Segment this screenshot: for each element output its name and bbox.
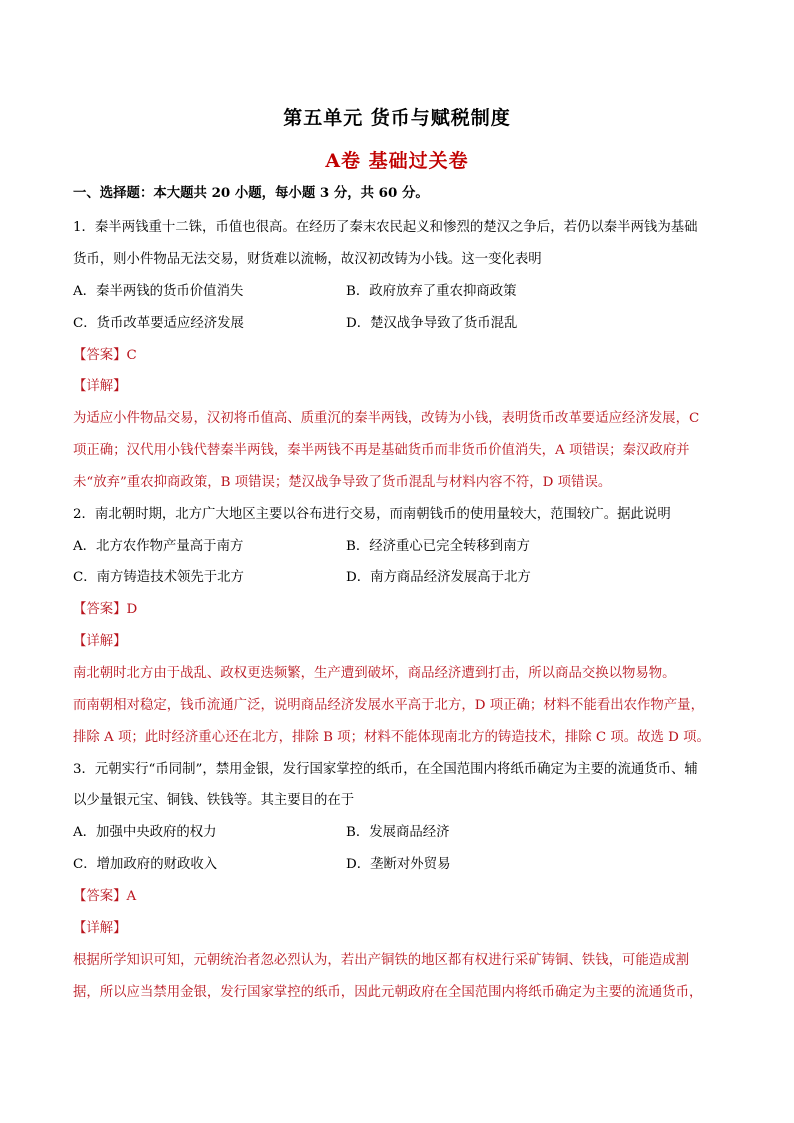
question-1-option-a: A．秦半两钱的货币价值消失 (73, 284, 244, 299)
question-2-detail-line-2: 而南朝相对稳定，钱币流通广泛，说明商品经济发展水平高于北方，D 项正确；材料不能看出农作物产量， (73, 698, 704, 713)
question-1-stem-line-1: 1．秦半两钱重十二铢，币值也很高。在经历了秦末农民起义和惨烈的楚汉之争后，若仍以秦半两钱为基础 (73, 220, 698, 235)
question-3-option-a: A．加强中央政府的权力 (73, 825, 217, 840)
question-2-stem-line-1: 2．南北朝时期，北方广大地区主要以谷布进行交易，而南朝钱币的使用量较大，范围较广。据此说明 (73, 507, 671, 522)
question-1-detail-line-2: 项正确；汉代用小钱代替秦半两钱，秦半两钱不再是基础货币而非货币价值消失，A 项错误；秦汉政府并 (73, 443, 690, 458)
question-1-option-d: D．楚汉战争导致了货币混乱 (346, 316, 518, 331)
question-1-detail-line-1: 为适应小件物品交易，汉初将币值高、质重沉的秦半两钱，改铸为小钱，表明货币改革要适应经济发展，C (73, 411, 700, 426)
question-2-option-c: C．南方铸造技术领先于北方 (73, 570, 244, 585)
question-1-answer: 【答案】C (73, 348, 137, 363)
question-1-option-b: B．政府放弃了重农抑商政策 (346, 284, 517, 299)
question-3-stem-line-1: 3．元朝实行“币同制”，禁用金银，发行国家掌控的纸币，在全国范围内将纸币确定为主要的流通货币、辅 (73, 762, 698, 777)
question-3-stem-line-2: 以少量银元宝、铜钱、铁钱等。其主要目的在于 (73, 793, 355, 808)
question-3-answer: 【答案】A (73, 889, 137, 904)
question-2-detail-line-3: 排除 A 项；此时经济重心还在北方，排除 B 项；材料不能体现南北方的铸造技术，排除 C 项。故选 D 项。 (73, 730, 710, 745)
question-2-answer: 【答案】D (73, 602, 138, 617)
question-2-option-b: B．经济重心已完全转移到南方 (346, 539, 530, 554)
unit-title: 第五单元 货币与赋税制度 (283, 107, 511, 129)
question-3-detail-label: 【详解】 (73, 921, 127, 936)
section-heading: 一、选择题：本大题共 20 小题，每小题 3 分，共 60 分。 (73, 185, 429, 201)
question-3-option-c: C．增加政府的财政收入 (73, 857, 218, 872)
question-1-detail-line-3: 未“放弃”重农抑商政策，B 项错误；楚汉战争导致了货币混乱与材料内容不符，D 项错误。 (73, 475, 612, 490)
question-3-detail-line-2: 据，所以应当禁用金银，发行国家掌控的纸币，因此元朝政府在全国范围内将纸币确定为主要的流通货币， (73, 985, 703, 1000)
question-3-detail-line-1: 根据所学知识可知，元朝统治者忽必烈认为，若出产铜铁的地区都有权进行采矿铸铜、铁钱，可能造成割 (73, 953, 689, 968)
question-2-option-d: D．南方商品经济发展高于北方 (346, 570, 531, 585)
question-1-option-c: C．货币改革要适应经济发展 (73, 316, 244, 331)
question-1-detail-label: 【详解】 (73, 379, 127, 394)
question-2-option-a: A．北方农作物产量高于南方 (73, 539, 244, 554)
question-2-detail-label: 【详解】 (73, 634, 127, 649)
paper-title: A卷 基础过关卷 (325, 150, 469, 172)
question-2-detail-line-1: 南北朝时北方由于战乱、政权更迭频繁，生产遭到破坏，商品经济遭到打击，所以商品交换以物易物。 (73, 666, 676, 681)
question-3-option-d: D．垄断对外贸易 (346, 857, 451, 872)
question-1-stem-line-2: 货币，则小件物品无法交易，财货难以流畅，故汉初改铸为小钱。这一变化表明 (73, 252, 542, 267)
question-3-option-b: B．发展商品经济 (346, 825, 450, 840)
